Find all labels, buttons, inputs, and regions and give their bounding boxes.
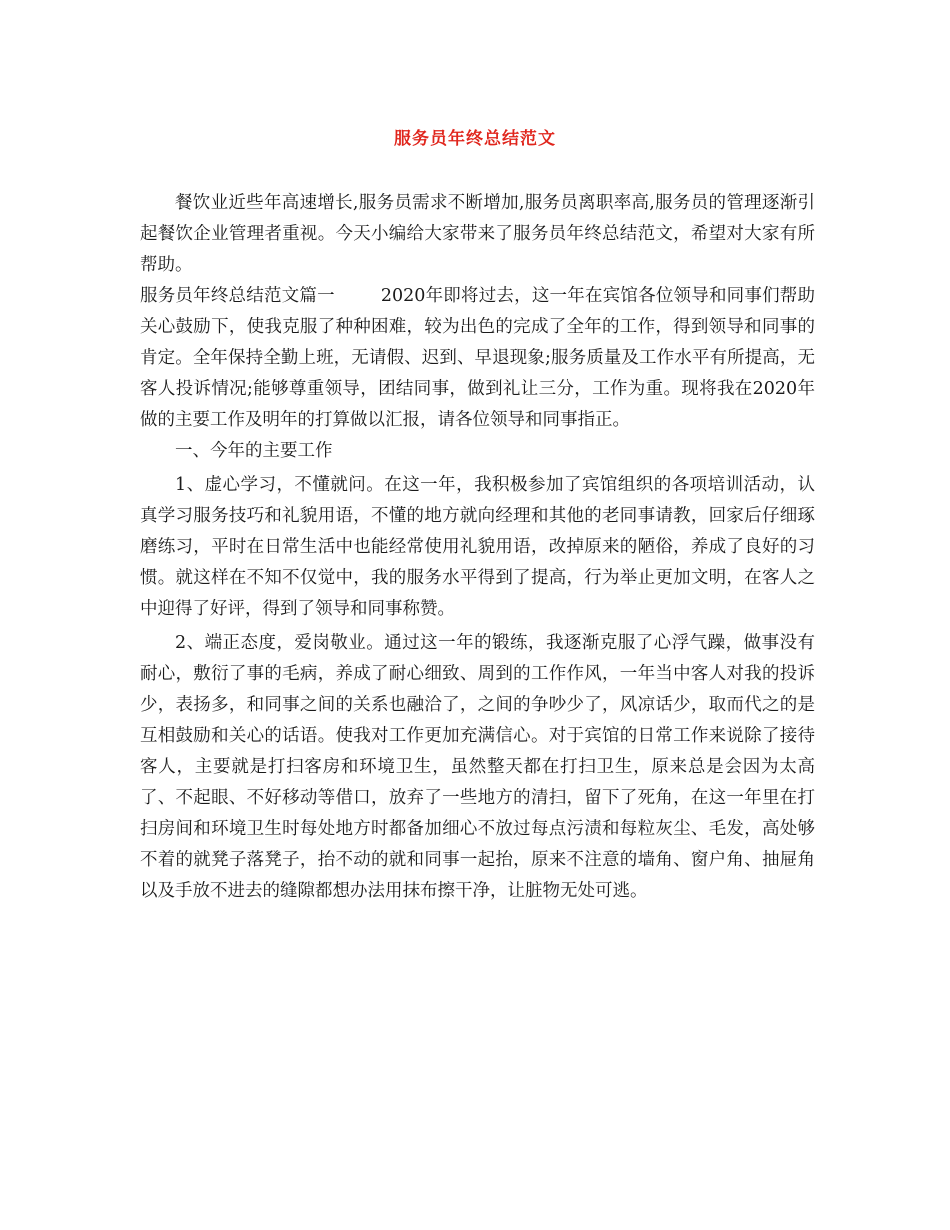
document-title: 服务员年终总结范文 bbox=[394, 129, 556, 149]
section-heading: 一、今年的主要工作 bbox=[175, 441, 333, 461]
article-paragraph bbox=[140, 281, 815, 436]
document-body bbox=[140, 188, 815, 907]
article-first-text: 2020年即将过去，这一年在宾馆各位领导和同事们帮助关心鼓励下，使我克服了种种困难，较为出色的完成了全年的工作，得到领导和同事的肯定。全年保持全勤上班，无请假、迟到、早退现象;服务质量及工作水平有所提高，无客人投诉情况;能够尊重领导，团结同事，做到礼让三分，工作为重。现将我在2020年做的主要工作及明年的打算做以汇报，请各位领导和同事指正。 bbox=[140, 286, 815, 430]
work-item-2: 2、端正态度，爱岗敬业。通过这一年的锻练，我逐渐克服了心浮气躁，做事没有耐心，敷衍了事的毛病，养成了耐心细致、周到的工作作风，一年当中客人对我的投诉少，表扬多，和同事之间的关系也融洽了，之间的争吵少了，风凉话少，取而代之的是互相鼓励和关心的话语。使我对工作更加充满信心。对于宾馆的日常工作来说除了接待客人，主要就是打扫客房和环境卫生，虽然整天都在打扫卫生，原来总是会因为太高了、不起眼、不好移动等借口，放弃了一些地方的清扫，留下了死角，在这一年里在打扫房间和环境卫生时每处地方时都备加细心不放过每点污渍和每粒灰尘、毛发，高处够不着的就凳子落凳子，抬不动的就和同事一起抬，原来不注意的墙角、窗户角、抽屉角以及手放不进去的缝隙都想办法用抹布擦干净，让脏物无处可逃。 bbox=[140, 633, 815, 901]
intro-paragraph: 餐饮业近些年高速增长,服务员需求不断增加,服务员离职率高,服务员的管理逐渐引起餐饮企业管理者重视。今天小编给大家带来了服务员年终总结范文，希望对大家有所帮助。 bbox=[140, 193, 815, 275]
work-item-1: 1、虚心学习，不懂就问。在这一年，我积极参加了宾馆组织的各项培训活动，认真学习服务技巧和礼貌用语，不懂的地方就向经理和其他的老同事请教，回家后仔细琢磨练习，平时在日常生活中也能经常使用礼貌用语，改掉原来的陋俗，养成了良好的习惯。就这样在不知不仅觉中，我的服务水平得到了提高，行为举止更加文明，在客人之中迎得了好评，得到了领导和同事称赞。 bbox=[140, 475, 815, 619]
article-label: 服务员年终总结范文篇一 bbox=[140, 286, 335, 306]
